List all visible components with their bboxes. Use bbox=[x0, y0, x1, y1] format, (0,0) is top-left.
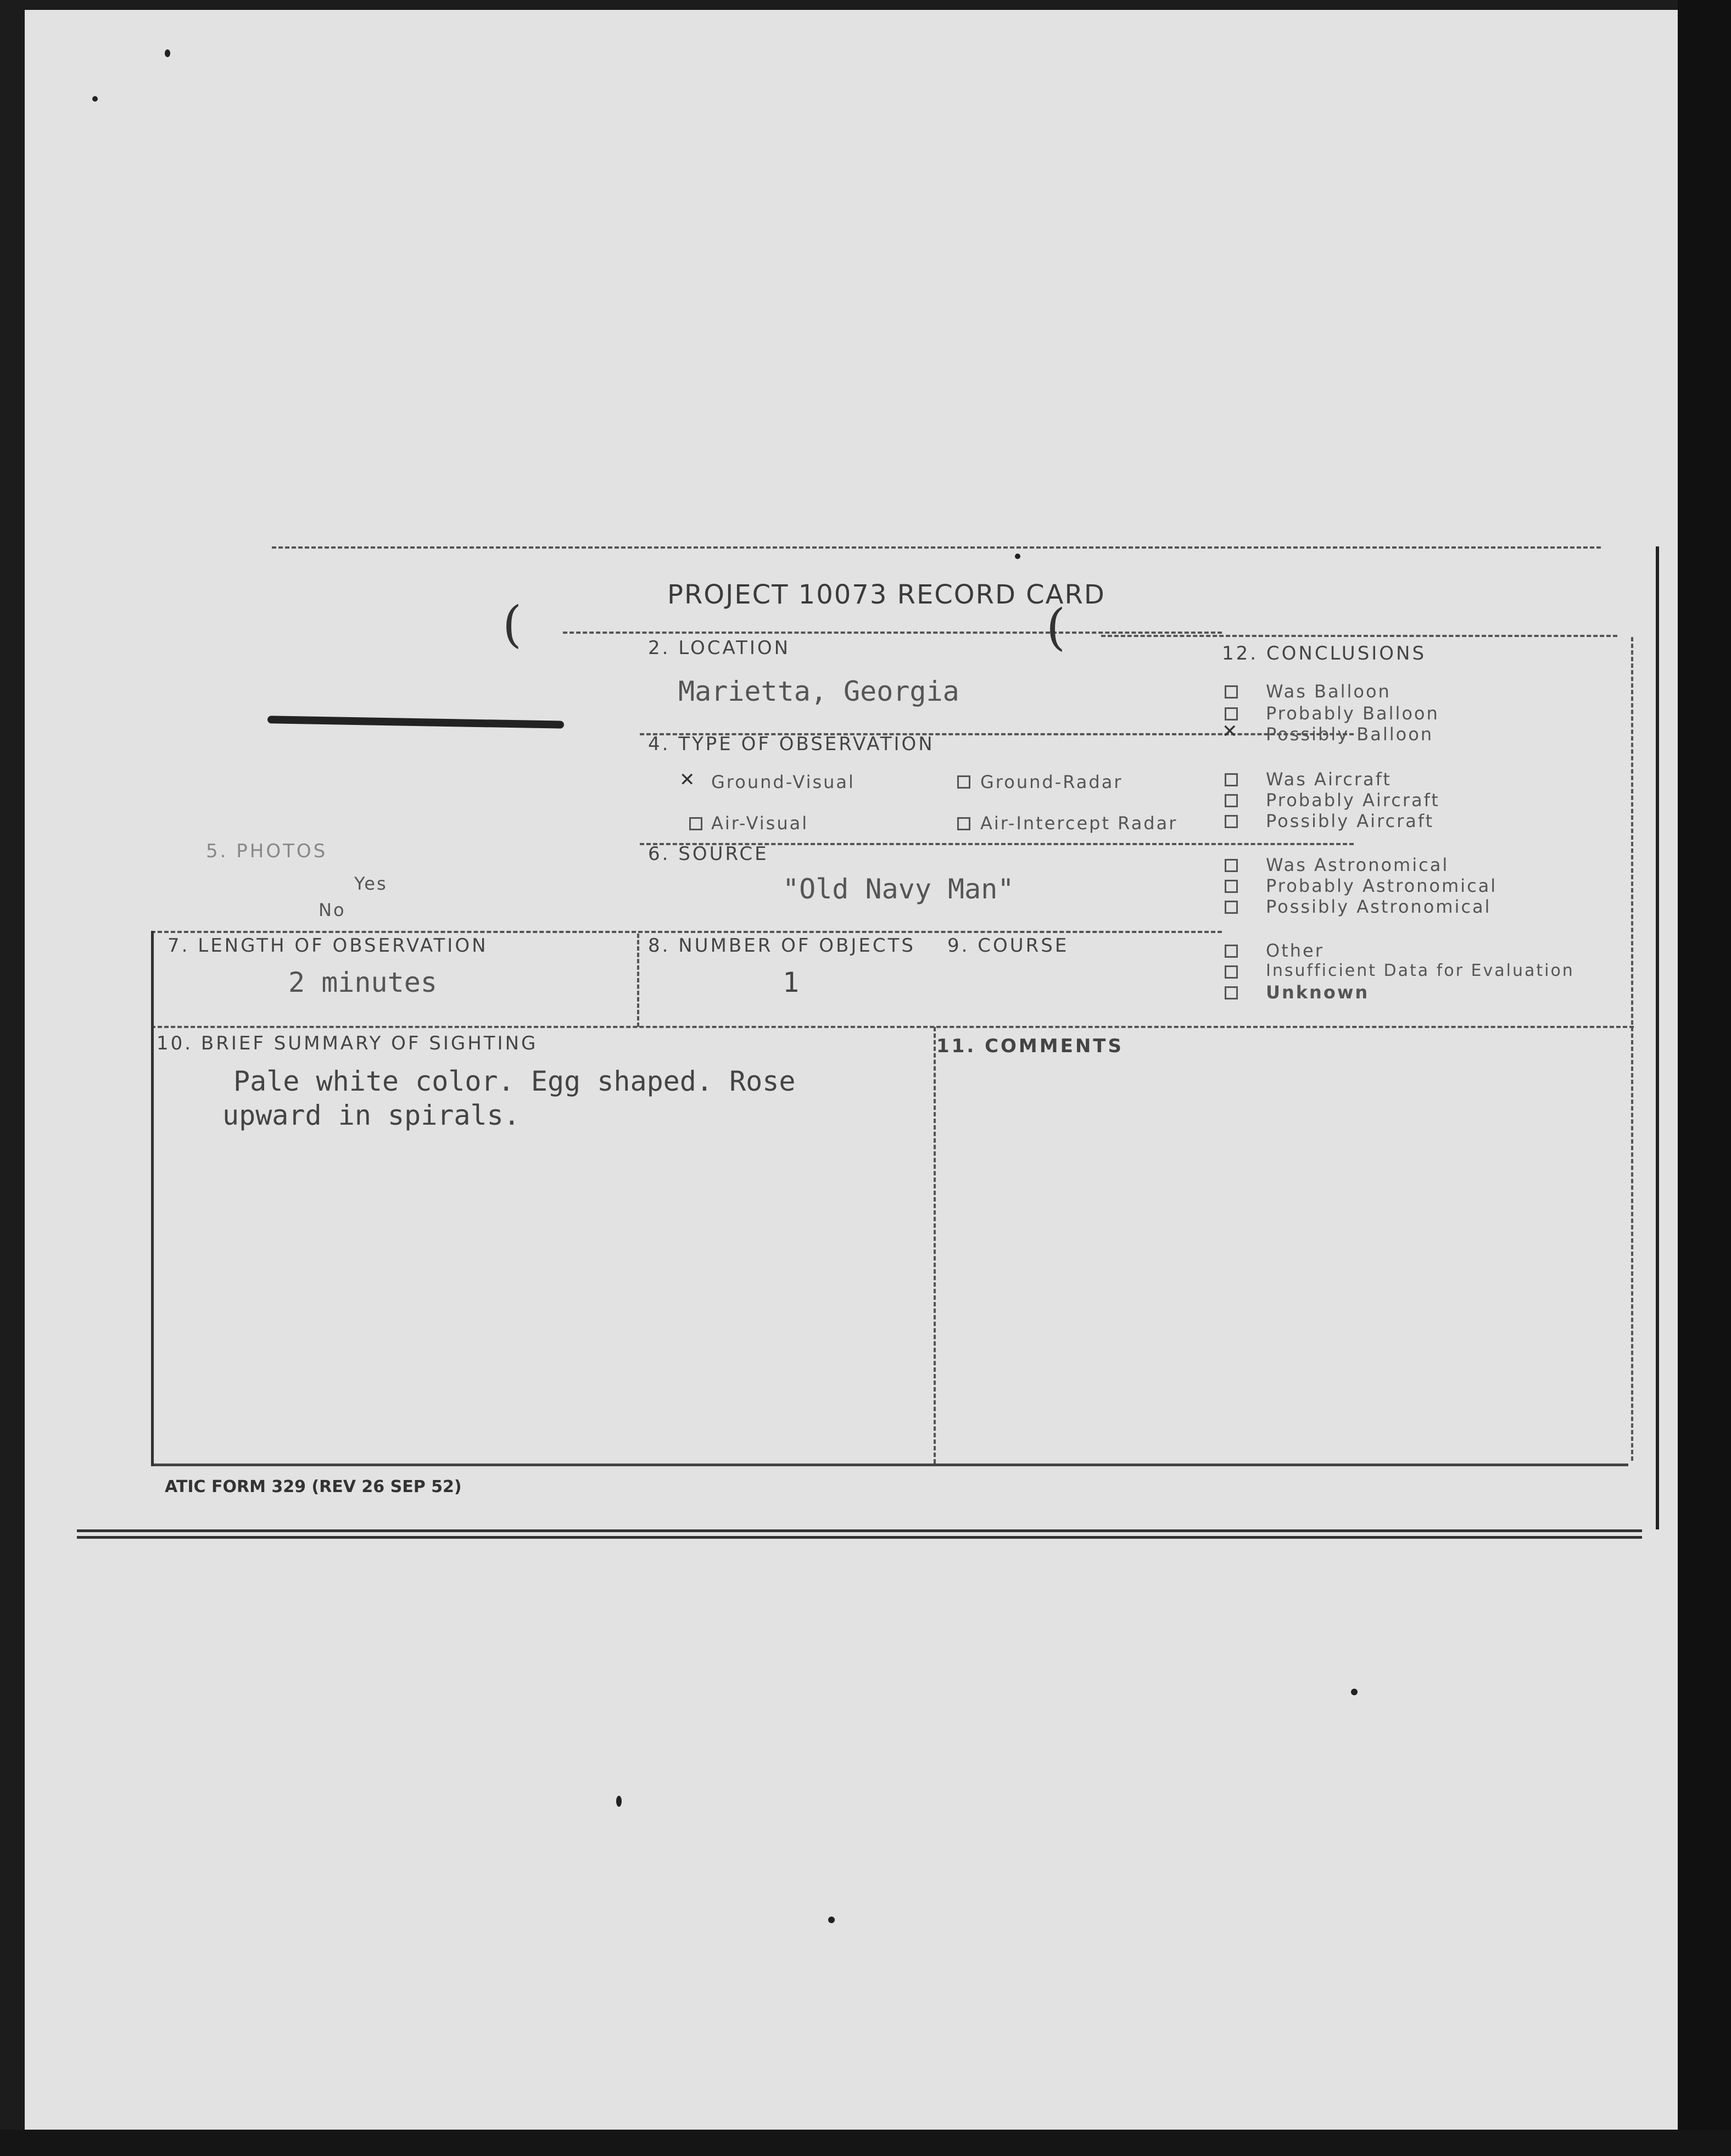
conclusion-option: Possibly Balloon bbox=[1266, 724, 1434, 745]
comments-divider bbox=[934, 1027, 936, 1464]
conclusions-label: 12. CONCLUSIONS bbox=[1222, 643, 1427, 664]
source-label: 6. SOURCE bbox=[648, 843, 769, 865]
conclusion-option: Insufficient Data for Evaluation bbox=[1266, 961, 1574, 980]
scan-speck bbox=[1351, 1689, 1358, 1695]
record-card bbox=[151, 544, 1634, 1496]
type-option: Air-Visual bbox=[711, 813, 809, 834]
checkbox bbox=[957, 817, 970, 830]
card-right-border bbox=[1631, 637, 1633, 1461]
conclusion-option: Probably Astronomical bbox=[1266, 875, 1498, 896]
length-top-line bbox=[151, 931, 1222, 933]
photos-label: 5. PHOTOS bbox=[206, 840, 328, 862]
card-edge-line bbox=[1656, 546, 1659, 1529]
checkbox-checked: ✕ bbox=[1222, 720, 1238, 742]
card-bottom-border bbox=[151, 1464, 1628, 1466]
conclusion-option: Other bbox=[1266, 940, 1324, 961]
photos-yes: Yes bbox=[354, 873, 388, 894]
conclusion-option: Was Aircraft bbox=[1266, 769, 1392, 790]
checkbox bbox=[689, 817, 702, 830]
photos-no: No bbox=[319, 900, 346, 920]
punch-mark: ( bbox=[502, 596, 522, 653]
type-option: Air-Intercept Radar bbox=[980, 813, 1178, 834]
type-label: 4. TYPE OF OBSERVATION bbox=[648, 733, 935, 755]
type-option: Ground-Radar bbox=[980, 772, 1123, 792]
checkbox bbox=[1225, 685, 1238, 699]
form-number: ATIC FORM 329 (REV 26 SEP 52) bbox=[165, 1477, 462, 1496]
scan-edge-bottom bbox=[0, 2130, 1731, 2156]
length-label: 7. LENGTH OF OBSERVATION bbox=[167, 935, 488, 957]
scan-speck bbox=[828, 1917, 835, 1923]
scan-speck bbox=[165, 49, 170, 57]
location-top-line bbox=[563, 632, 1222, 634]
card-bottom-edge bbox=[77, 1529, 1642, 1532]
scan-speck bbox=[92, 96, 98, 102]
checkbox bbox=[1225, 707, 1238, 720]
scan-speck bbox=[616, 1796, 622, 1807]
card-left-border bbox=[151, 931, 154, 1466]
summary-line-1: Pale white color. Egg shaped. Rose bbox=[233, 1065, 796, 1097]
objects-value: 1 bbox=[783, 967, 800, 998]
checkbox bbox=[1225, 773, 1238, 786]
scan-edge-right bbox=[1678, 0, 1731, 2156]
checkbox bbox=[1225, 965, 1238, 979]
objects-divider bbox=[637, 934, 639, 1027]
conclusion-option: Probably Aircraft bbox=[1266, 790, 1440, 811]
checkbox bbox=[1225, 986, 1238, 999]
checkbox bbox=[1225, 859, 1238, 872]
summary-top-line bbox=[151, 1026, 1634, 1028]
checkbox bbox=[1225, 815, 1238, 828]
source-value: "Old Navy Man" bbox=[783, 873, 1014, 905]
card-title: PROJECT 10073 RECORD CARD bbox=[667, 579, 1105, 610]
summary-label: 10. BRIEF SUMMARY OF SIGHTING bbox=[157, 1032, 538, 1054]
conclusion-option: Possibly Aircraft bbox=[1266, 811, 1434, 831]
punch-mark: ( bbox=[1046, 599, 1066, 656]
conclusion-option: Possibly Astronomical bbox=[1266, 896, 1492, 917]
checkbox bbox=[1225, 794, 1238, 807]
objects-label: 8. NUMBER OF OBJECTS bbox=[648, 935, 915, 957]
card-bottom-edge bbox=[77, 1536, 1642, 1539]
redaction-mark bbox=[267, 716, 564, 728]
comments-label: 11. COMMENTS bbox=[936, 1035, 1124, 1057]
checkbox bbox=[1225, 880, 1238, 893]
conclusion-option: Probably Balloon bbox=[1266, 703, 1439, 724]
length-value: 2 minutes bbox=[288, 967, 437, 998]
conclusion-option: Was Astronomical bbox=[1266, 854, 1449, 875]
location-value: Marietta, Georgia bbox=[678, 675, 959, 707]
course-label: 9. COURSE bbox=[947, 935, 1069, 957]
location-label: 2. LOCATION bbox=[648, 637, 791, 659]
checkbox bbox=[957, 775, 970, 789]
checkbox-checked: ✕ bbox=[679, 769, 695, 791]
card-top-border bbox=[272, 546, 1601, 549]
type-option: Ground-Visual bbox=[711, 772, 855, 792]
checkbox bbox=[1225, 945, 1238, 958]
checkbox bbox=[1225, 901, 1238, 914]
conclusions-top-line bbox=[1101, 635, 1617, 637]
conclusion-option: Was Balloon bbox=[1266, 681, 1391, 702]
summary-line-2: upward in spirals. bbox=[222, 1099, 520, 1131]
conclusion-option: Unknown bbox=[1266, 982, 1370, 1003]
